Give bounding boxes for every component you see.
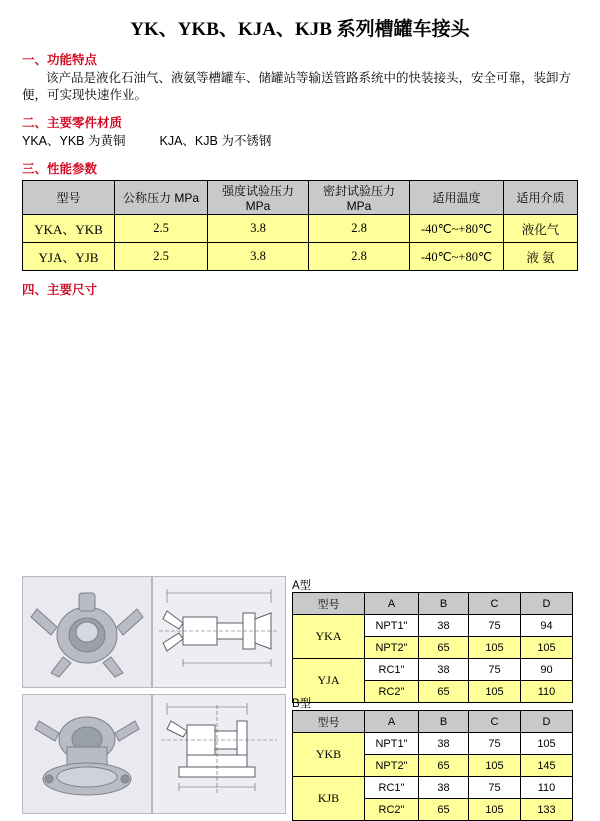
cell-d: 110 (521, 681, 573, 703)
cell-a: NPT1" (365, 733, 419, 755)
cell-temperature: -40℃~+80℃ (410, 215, 504, 243)
cell-d: 105 (521, 733, 573, 755)
performance-table (22, 180, 578, 271)
dimension-table-b (292, 710, 573, 821)
cell-c: 105 (469, 681, 521, 703)
features-body: 该产品是液化石油气、液氨等槽罐车、储罐站等输送管路系统中的快装接头，安全可靠，装卸方便，可实现快速作业。 (22, 71, 572, 102)
cell-model: YKA、YKB (23, 215, 115, 243)
cell-c: 105 (469, 755, 521, 777)
cell-c: 75 (469, 615, 521, 637)
th-d: D (521, 711, 573, 733)
cell-seal: 2.8 (309, 215, 410, 243)
cell-nominal: 2.5 (115, 243, 208, 271)
page-title: YK、YKB、KJA、KJB 系列槽罐车接头 (130, 19, 470, 40)
section-heading-dimensions: 四、主要尺寸 (22, 283, 98, 297)
cell-model: KJB (293, 777, 365, 821)
cell-c: 75 (469, 777, 521, 799)
cell-d: 145 (521, 755, 573, 777)
type-b-label: B型 (292, 698, 312, 710)
th-medium: 适用介质 (504, 181, 578, 215)
th-b: B (419, 593, 469, 615)
cell-medium: 液 氨 (504, 243, 578, 271)
cell-b: 38 (419, 615, 469, 637)
cell-strength: 3.8 (208, 215, 309, 243)
cell-nominal: 2.5 (115, 215, 208, 243)
coupling-photo-b (22, 694, 152, 814)
material-right: KJA、KJB 为不锈钢 (159, 134, 272, 148)
cell-model: YKA (293, 615, 365, 659)
cell-c: 105 (469, 637, 521, 659)
cell-b: 65 (419, 637, 469, 659)
cell-d: 94 (521, 615, 573, 637)
section-heading-material: 二、主要零件材质 (22, 116, 123, 130)
section-heading-features: 一、功能特点 (22, 53, 98, 67)
cell-d: 110 (521, 777, 573, 799)
cell-c: 75 (469, 659, 521, 681)
th-model: 型号 (293, 711, 365, 733)
coupling-drawing-a (152, 576, 286, 688)
cell-a: RC2" (365, 799, 419, 821)
th-a: A (365, 711, 419, 733)
cell-a: NPT1" (365, 615, 419, 637)
th-nominal-pressure: 公称压力 MPa (115, 181, 208, 215)
cell-temperature: -40℃~+80℃ (410, 243, 504, 271)
type-a-label: A型 (292, 580, 312, 592)
cell-strength: 3.8 (208, 243, 309, 271)
cell-c: 75 (469, 733, 521, 755)
dimension-b-header-row (293, 711, 573, 733)
th-model: 型号 (23, 181, 115, 215)
dimension-table-a (292, 592, 573, 703)
th-model: 型号 (293, 593, 365, 615)
coupling-drawing-b (152, 694, 286, 814)
cell-d: 105 (521, 637, 573, 659)
th-strength-pressure: 强度试验压力 MPa (208, 181, 309, 215)
cell-model: YKB (293, 733, 365, 777)
table-row (23, 243, 578, 271)
cell-model: YJA、YJB (23, 243, 115, 271)
th-a: A (365, 593, 419, 615)
cell-seal: 2.8 (309, 243, 410, 271)
th-b: B (419, 711, 469, 733)
table-row (23, 215, 578, 243)
cell-b: 65 (419, 681, 469, 703)
cell-a: NPT2" (365, 637, 419, 659)
cell-a: RC1" (365, 659, 419, 681)
performance-table-header-row (23, 181, 578, 215)
th-temperature: 适用温度 (410, 181, 504, 215)
th-c: C (469, 711, 521, 733)
section-heading-performance: 三、性能参数 (22, 162, 98, 176)
cell-a: NPT2" (365, 755, 419, 777)
th-d: D (521, 593, 573, 615)
table-row (293, 615, 573, 637)
th-seal-pressure: 密封试验压力 MPa (309, 181, 410, 215)
th-c: C (469, 593, 521, 615)
cell-d: 133 (521, 799, 573, 821)
cell-b: 65 (419, 799, 469, 821)
cell-medium: 液化气 (504, 215, 578, 243)
table-row (293, 777, 573, 799)
cell-model: YJA (293, 659, 365, 703)
cell-b: 38 (419, 777, 469, 799)
cell-c: 105 (469, 799, 521, 821)
material-left: YKA、YKB 为黄铜 (22, 134, 126, 148)
cell-d: 90 (521, 659, 573, 681)
dimension-a-header-row (293, 593, 573, 615)
table-row (293, 659, 573, 681)
material-line (22, 133, 582, 150)
cell-a: RC2" (365, 681, 419, 703)
cell-a: RC1" (365, 777, 419, 799)
cell-b: 65 (419, 755, 469, 777)
cell-b: 38 (419, 733, 469, 755)
cell-b: 38 (419, 659, 469, 681)
table-row (293, 733, 573, 755)
coupling-photo-a (22, 576, 152, 688)
